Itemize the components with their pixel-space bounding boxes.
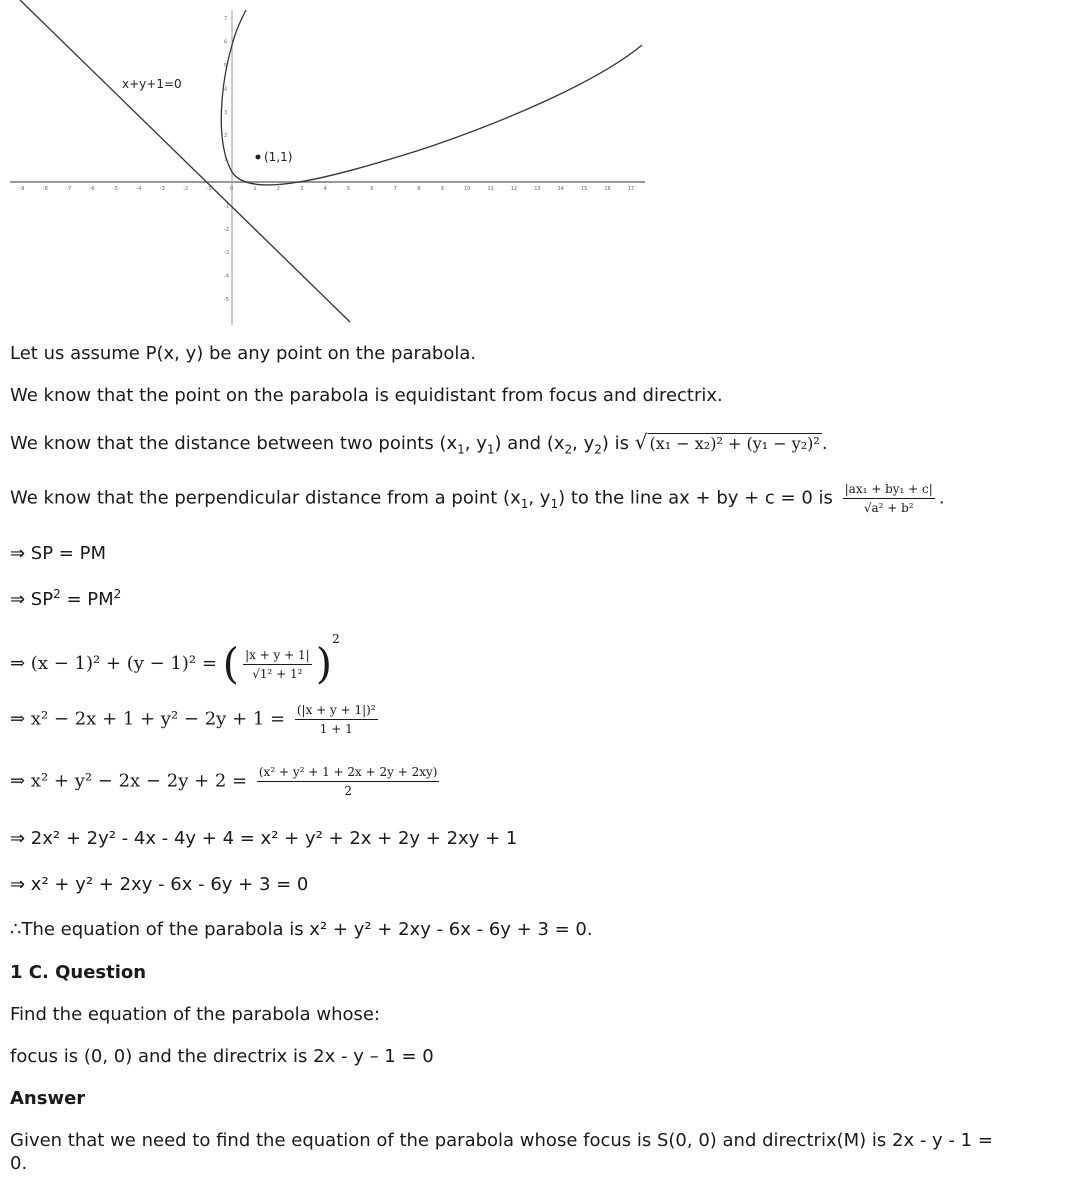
y-tick-label: 2 xyxy=(224,133,228,140)
text-line-1: Let us assume P(x, y) be any point on the parabola. xyxy=(10,343,477,364)
directrix-line xyxy=(20,0,350,322)
sup: 2 xyxy=(332,632,340,646)
l3-mid2: ) and (x xyxy=(494,433,565,454)
question-line-1: Find the equation of the parabola whose: xyxy=(10,1004,381,1025)
focus-label: (1,1) xyxy=(264,150,293,164)
step-2-b: = PM xyxy=(60,589,114,610)
y-tick-label: -2 xyxy=(224,226,229,233)
x-tick-label: 5 xyxy=(347,186,351,192)
step-2-a: ⇒ SP xyxy=(10,589,54,610)
focus-point xyxy=(256,155,261,160)
x-tick-label: 6 xyxy=(370,186,374,192)
directrix-label: x+y+1=0 xyxy=(122,77,182,91)
sub: 1 xyxy=(550,497,559,512)
x-tick-label: -7 xyxy=(66,186,72,192)
text-line-4: We know that the perpendicular distance from a point ($x_1$, $y_1$) to the line ax + by + c = 0 is $\frac{\text{|ax₁ + by₁ + c|}}{\text{√a² + b²}}$ . xyxy=(10,482,945,515)
step-5-left: ⇒ x² + y² − 2x − 2y + 2 = xyxy=(10,770,248,792)
step-3 xyxy=(10,632,340,688)
y-tick-label: -5 xyxy=(224,297,229,303)
x-tick-label: -6 xyxy=(89,186,95,192)
text-line-3: We know that the distance between two points ($x_1$, $y_1$) and ($x_2$, $y_2$) is √ (x₁ − x₂)² + (y₁ − y₂)² . xyxy=(10,430,828,457)
l3-mid1: , y xyxy=(464,433,487,454)
x-tick-label: 13 xyxy=(534,186,541,192)
y-tick-label: -3 xyxy=(224,250,229,257)
answer-line-2: 0. xyxy=(10,1153,28,1174)
x-tick-label: 9 xyxy=(440,186,444,192)
step-3-fraction xyxy=(243,648,312,681)
y-tick-label: 3 xyxy=(224,109,228,116)
x-tick-label: 11 xyxy=(487,186,494,192)
x-tick-label: 3 xyxy=(300,186,304,192)
right-paren: ) xyxy=(315,639,333,688)
step-1: ⇒ SP = PM xyxy=(10,543,106,564)
x-tick-label: 7 xyxy=(393,186,397,192)
x-tick-labels xyxy=(19,186,634,192)
x-tick-label: -5 xyxy=(113,186,118,192)
perp-distance-fraction xyxy=(843,482,935,515)
x-tick-label: -1 xyxy=(206,186,212,192)
sup: 2 xyxy=(113,587,122,601)
step-5-fraction xyxy=(257,765,440,798)
fraction-numerator: (x² + y² + 1 + 2x + 2y + 2xy) xyxy=(257,765,440,782)
x-tick-label: 15 xyxy=(581,186,588,192)
step-6: ⇒ 2x² + 2y² - 4x - 4y + 4 = x² + y² + 2x + 2y + 2xy + 1 xyxy=(10,828,518,849)
x-tick-label: -8 xyxy=(42,186,48,192)
sub: 2 xyxy=(594,442,602,457)
question-heading: 1 C. Question xyxy=(10,962,147,983)
l3-post: ) is xyxy=(601,433,630,454)
question-line-2: focus is (0, 0) and the directrix is 2x - y – 1 = 0 xyxy=(10,1046,434,1067)
l3-mid3: , y xyxy=(572,433,595,454)
sub: 1 xyxy=(520,497,529,512)
l4-pre: We know that the perpendicular distance from a point (x xyxy=(10,487,521,509)
parabola-graph xyxy=(0,0,660,330)
y-tick-label: 7 xyxy=(224,16,228,23)
y-tick-label: -1 xyxy=(224,203,229,210)
y-tick-label: -4 xyxy=(224,273,229,280)
step-4 xyxy=(10,703,382,736)
step-4-left: ⇒ x² − 2x + 1 + y² − 2y + 1 = xyxy=(10,708,286,730)
l4-mid: , y xyxy=(528,487,551,509)
fraction-denominator: √a² + b² xyxy=(863,501,914,515)
x-tick-label: 1 xyxy=(253,186,257,192)
sub: 1 xyxy=(486,442,495,457)
l3-pre: We know that the distance between two points (x xyxy=(10,433,458,454)
text-line-2: We know that the point on the parabola is equidistant from focus and directrix. xyxy=(10,385,723,406)
fraction-denominator: √1² + 1² xyxy=(252,666,303,681)
sup: 2 xyxy=(53,587,61,601)
x-tick-label: 14 xyxy=(557,186,564,192)
step-3-left: ⇒ (x − 1)² + (y − 1)² = xyxy=(10,653,217,674)
answer-line-1: Given that we need to find the equation of the parabola whose focus is S(0, 0) and directrix(M) is 2x - y - 1 = xyxy=(10,1130,993,1151)
step-7: ⇒ x² + y² + 2xy - 6x - 6y + 3 = 0 xyxy=(10,874,309,895)
y-tick-label: 4 xyxy=(224,86,228,93)
step-5 xyxy=(10,765,443,798)
x-tick-label: 4 xyxy=(323,186,327,192)
fraction-denominator: 1 + 1 xyxy=(319,722,353,736)
l4-post: ) to the line ax + by + c = 0 is xyxy=(558,487,833,509)
y-tick-label: 5 xyxy=(224,63,228,69)
sub: 1 xyxy=(457,442,465,457)
x-tick-label: 16 xyxy=(604,186,611,192)
x-tick-label: 17 xyxy=(627,186,635,192)
x-tick-label: -9 xyxy=(19,186,25,192)
fraction-numerator: |x + y + 1| xyxy=(243,648,312,665)
step-4-fraction xyxy=(295,703,378,736)
conclusion: ∴The equation of the parabola is x² + y² + 2xy - 6x - 6y + 3 = 0. xyxy=(10,919,593,940)
x-tick-label: 2 xyxy=(276,186,280,192)
x-tick-label: 8 xyxy=(417,186,421,192)
step-2 xyxy=(10,587,121,610)
fraction-numerator: (|x + y + 1|)² xyxy=(295,703,378,720)
sub: 2 xyxy=(564,442,573,457)
distance-formula: (x₁ − x₂)² + (y₁ − y₂)² xyxy=(649,434,820,453)
x-tick-label: -3 xyxy=(159,186,165,192)
left-paren: ( xyxy=(222,639,240,688)
x-tick-label: 12 xyxy=(510,186,518,192)
fraction-denominator: 2 xyxy=(344,784,352,798)
y-tick-label: 1 xyxy=(224,156,228,163)
fraction-numerator: |ax₁ + by₁ + c| xyxy=(843,482,935,499)
x-tick-label: -2 xyxy=(183,186,189,192)
x-tick-label: 0 xyxy=(230,186,234,192)
sqrt-icon: √ xyxy=(634,430,648,454)
y-tick-label: 6 xyxy=(224,39,228,46)
x-tick-label: -4 xyxy=(136,186,142,192)
answer-heading: Answer xyxy=(10,1088,86,1109)
x-tick-label: 10 xyxy=(464,186,471,192)
